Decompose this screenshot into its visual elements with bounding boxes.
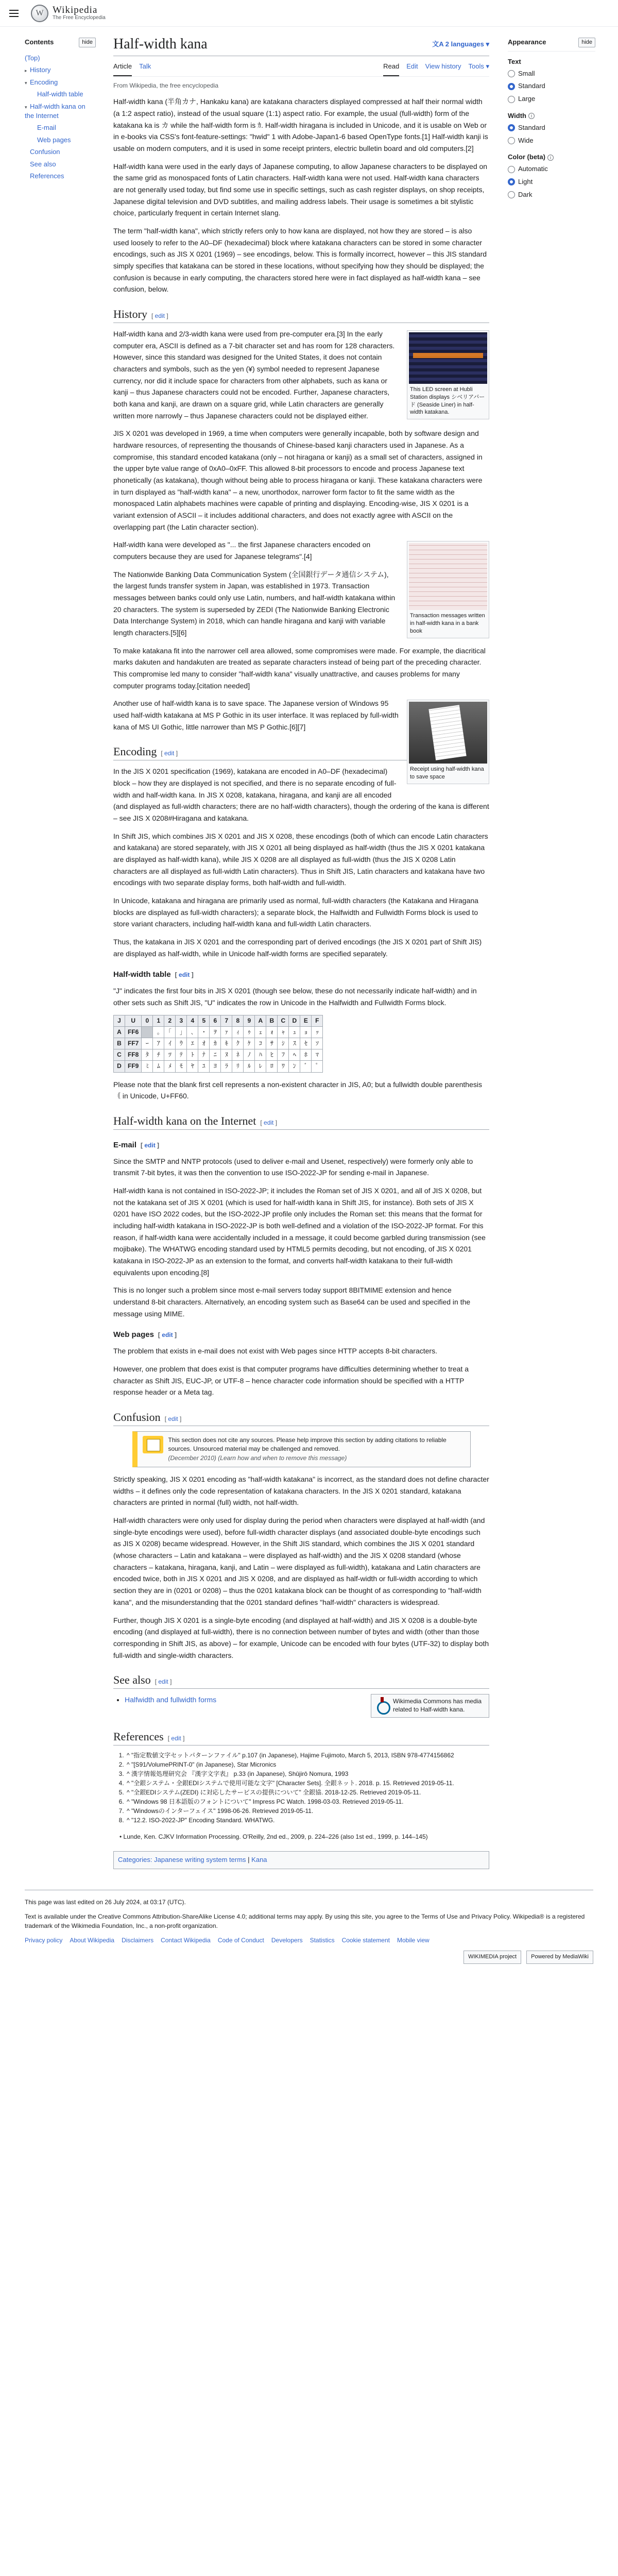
reference-list	[126, 1751, 489, 1825]
reference-item: 2. ^ "[S91/VolumePRINT-0" (in Japanese), Star Micronics	[126, 1760, 489, 1769]
table-cell: ﾌ	[278, 1049, 289, 1061]
footer-link-disclaimers[interactable]: Disclaimers	[122, 1936, 154, 1944]
further-reading-text: Lunde, Ken. CJKV Information Processing. O'Reilly, 2nd ed., 2009, p. 224–226 (also 1st ed., 1999, p. 144–145)	[123, 1833, 428, 1840]
table-cell: ﾘ	[232, 1061, 244, 1072]
table-cell: ｬ	[278, 1026, 289, 1038]
section-heading-internet	[113, 1113, 489, 1130]
page-tabs	[113, 59, 489, 77]
table-cell: ･	[198, 1026, 210, 1038]
figure-receipt	[407, 700, 489, 784]
footer-link-about[interactable]: About Wikipedia	[70, 1936, 115, 1944]
edit-label: edit	[154, 312, 165, 320]
intro-paragraph: Half-width kana were used in the early days of Japanese computing, to allow Japanese characters to be displayed on the same grid as monospaced fonts of Latin characters. Half-width kana were not used. Half-width kana characters are not generally used today, but find some use in specific settings, such as cash register displays, on shop receipts, Japanese digital television and DVD subtitles, and mailing address labels. Their usage is sometimes a bit stylistic choice, particularly frequent in certain Internet slang.	[113, 162, 488, 217]
chevron-down-icon[interactable]: ▾	[25, 80, 27, 86]
main-menu-icon[interactable]	[9, 6, 24, 21]
table-cell: ｺ	[255, 1038, 266, 1049]
edit-label: edit	[144, 1141, 156, 1149]
edit-label: edit	[158, 1678, 168, 1686]
toc-item-see-also[interactable]	[25, 158, 96, 171]
edit-section-link[interactable]: [ edit ]	[141, 1141, 160, 1149]
mediawiki-badge[interactable]: Powered by MediaWiki	[526, 1951, 593, 1964]
table-cell: ｵ	[198, 1038, 210, 1049]
toc-item-top[interactable]	[25, 52, 96, 64]
intro-paragraph: The term "half-width kana", which strictly refers only to how kana are displayed, not how they are stored – is also used loosely to refer to the A0–DF (hexadecimal) block where katakana characters can be stored in some character encodings, such as JIS X 0201 (1969) – see encodings, below. This is formally incorrect, however – this JIS standard simply specifies that katakana can be stored in these locations, without specifying how they should be displayed; the confusion is because in early computing, the characters stored here were in fact displayed as half-width kana – see confusion, below.	[113, 227, 487, 294]
table-cell: ﾂ	[164, 1049, 176, 1061]
table-cell: ﾎ	[300, 1049, 312, 1061]
category-link[interactable]: Japanese writing system terms	[154, 1855, 246, 1863]
col-header: 6	[210, 1015, 221, 1026]
toc-item-half-width-table[interactable]	[25, 88, 96, 100]
receipt-image[interactable]	[409, 702, 487, 764]
intro-paragraph: Half-width kana (半角カナ, Hankaku kana) are katakana characters displayed compressed at half their normal width (a 1:2 aspect ratio), instead of the usual square (1:1) aspect ratio. For example, the usual (full-width) form of the katakana ka is カ while the half-width form is ｶ. Half-width hiragana is included in Unicode, and it is usable on Web or in e-books via CSS's font-feature-settings: "hwid" 1 with Adobe-Japan1-6 based OpenType fonts.[1] Half-width kanji is usable on modern computers, and it is used in some receipt printers, electric bulletin board and old computers.[2]	[113, 97, 488, 153]
table-cell: ﾅ	[198, 1049, 210, 1061]
table-cell: ｪ	[255, 1026, 266, 1038]
toc-item-label: (Top)	[25, 54, 40, 62]
radio-button[interactable]	[508, 96, 515, 103]
info-icon[interactable]: i	[547, 155, 554, 161]
table-cell: ﾔ	[187, 1061, 198, 1072]
title-row	[113, 35, 489, 56]
wikipedia-tagline: The Free Encyclopedia	[53, 15, 106, 21]
table-cell: ﾉ	[244, 1049, 255, 1061]
section-heading-confusion	[113, 1410, 489, 1426]
license-text: Text is available under the Creative Commons Attribution-ShareAlike License 4.0; additional terms may apply. By using this site, you agree to the Terms of Use and Privacy Policy. Wikipedia® is a registered trademark of the Wikimedia Foundation, Inc., a non-profit organization.	[25, 1912, 585, 1929]
languages-label: 2 languages	[445, 40, 484, 48]
toc-item-email[interactable]	[25, 122, 96, 134]
section-title: History	[113, 308, 147, 321]
table-cell: ﾗ	[221, 1061, 232, 1072]
table-of-contents	[0, 27, 103, 1890]
figure-led-sign	[407, 330, 489, 419]
confusion-paragraph: Strictly speaking, JIS X 0201 encoding as "half-width katakana" is incorrect, as the standard does not define character widths – it defines only the code representation of katakana characters. In the JIS X 0201 standard, katakana characters are printed in normal (full) width, not half-width.	[113, 1475, 489, 1507]
footer-link-statistics[interactable]: Statistics	[310, 1936, 335, 1944]
section-heading-references	[113, 1729, 489, 1745]
toc-item-label: History	[30, 66, 51, 74]
table-cell: ｭ	[289, 1026, 300, 1038]
toc-item-label: Half-width kana on the Internet	[25, 102, 85, 120]
toc-item-label: Web pages	[37, 135, 71, 144]
commons-box	[371, 1694, 489, 1718]
article-content	[103, 27, 500, 1890]
table-cell: ﾆ	[210, 1049, 221, 1061]
section-title: Half-width kana on the Internet	[113, 1114, 256, 1127]
table-cell: ﾖ	[210, 1061, 221, 1072]
table-note: Please note that the blank first cell represents a non-existent character in JIS, A0; but a fullwidth double parenthesis ｟ in Unicode, U+FF60.	[113, 1080, 482, 1100]
figure-caption: Transaction messages written in half-width kana in a bank book	[410, 613, 485, 635]
edit-section-link[interactable]: [ edit ]	[158, 1331, 177, 1339]
reference-item: 5. ^ "全銀EDIシステム(ZEDI) に対応したサービスの提供について" 全銀協. 2018-12-25. Retrieved 2019-05-11.	[126, 1788, 489, 1797]
further-reading-item: • Lunde, Ken. CJKV Information Processing. O'Reilly, 2nd ed., 2009, p. 224–226 (also 1st ed., 1999, p. 144–145)	[119, 1833, 428, 1840]
option-label: Wide	[518, 136, 534, 144]
wikimedia-commons-icon	[375, 1697, 389, 1715]
col-header: B	[266, 1015, 278, 1026]
toc-item-label: Confusion	[30, 148, 60, 156]
history-paragraph: The Nationwide Banking Data Communication System (全国銀行データ通信システム), the largest funds transfer system in Japan, was established in 1973. Transaction messages between banks could only use Latin, numbers, and half-width katakana within 20 characters. The system is superseded by ZEDI (The Nationwide Banking Electronic Data Interchange System) in 2018, which can handle hiragana and kanji with variable length characters.[5][6]	[113, 570, 396, 637]
appearance-header	[508, 37, 595, 52]
table-cell: ﾚ	[255, 1061, 266, 1072]
section-heading-see-also	[113, 1672, 489, 1689]
toc-hide-button[interactable]: hide	[79, 38, 96, 48]
table-cell: ｴ	[187, 1038, 198, 1049]
section-title: E-mail	[113, 1140, 137, 1149]
page-title: Half-width kana	[113, 36, 208, 52]
table-row	[114, 1061, 323, 1072]
figure-caption: Receipt using half-width kana to save space	[410, 766, 484, 781]
table-cell: ﾁ	[153, 1049, 164, 1061]
edit-section-link[interactable]: [ edit ]	[167, 1734, 185, 1742]
text-option-small[interactable]	[508, 67, 595, 80]
notice-text: This section does not cite any sources. Please help improve this section by adding citations to reliable sources. Unsourced material may be challenged and removed.	[168, 1436, 447, 1453]
radio-button-selected[interactable]	[508, 83, 515, 90]
table-cell: ｼ	[278, 1038, 289, 1049]
footer-badges	[25, 1951, 593, 1964]
col-header: F	[312, 1015, 323, 1026]
encoding-paragraph: Thus, the katakana in JIS X 0201 and the corresponding part of derived encodings (the JIS X 0201 part of Shift JIS) are displayed as half-width, while in Unicode half-width forms are specified separately.	[113, 937, 482, 958]
footer-link-privacy[interactable]: Privacy policy	[25, 1936, 63, 1944]
table-cell: ﾐ	[142, 1061, 153, 1072]
table-row	[114, 1026, 323, 1038]
text-option-standard[interactable]	[508, 80, 595, 93]
text-label: Text	[508, 57, 521, 65]
row-header-j: D	[114, 1061, 125, 1072]
toc-item-label: E-mail	[37, 124, 56, 132]
toc-item-label: Encoding	[30, 78, 58, 86]
tab-article[interactable]: Article	[113, 59, 132, 76]
radio-button[interactable]	[508, 137, 515, 144]
table-cell: ｫ	[266, 1026, 278, 1038]
table-cell: ﾟ	[312, 1061, 323, 1072]
tab-read[interactable]: Read	[383, 59, 399, 76]
table-cell: ｢	[164, 1026, 176, 1038]
wikipedia-globe-icon: W	[31, 5, 48, 22]
toc-item-label: See also	[30, 160, 56, 168]
reference-item: 6. ^ "Windows 98 日本語版のフォントについて" Impress PC Watch. 1998-03-03. Retrieved 2019-05-11.	[126, 1797, 489, 1806]
tab-edit[interactable]: Edit	[406, 62, 418, 71]
section-heading-half-width-table	[113, 969, 489, 981]
edit-label: edit	[179, 971, 190, 979]
option-label: Dark	[518, 190, 533, 198]
row-header-j: B	[114, 1038, 125, 1049]
width-label	[508, 111, 595, 122]
table-cell: ｷ	[221, 1038, 232, 1049]
table-cell: ｡	[153, 1026, 164, 1038]
col-header: D	[289, 1015, 300, 1026]
question-book-icon	[143, 1436, 163, 1453]
web-paragraph: However, one problem that does exist is that computer programs have difficulties determining whether to treat a character as Shift JIS, EUC-JP, or UTF-8 – hence character code information should be specified with a HTTP response header or a Meta tag.	[113, 1365, 469, 1397]
page-footer	[25, 1890, 593, 1979]
toc-item-internet[interactable]	[25, 100, 96, 122]
tools-menu[interactable]: Tools ▾	[468, 62, 489, 71]
table-cell: ｹ	[244, 1038, 255, 1049]
footer-link-developers[interactable]: Developers	[271, 1936, 303, 1944]
table-cell: ﾃ	[176, 1049, 187, 1061]
text-option-large[interactable]	[508, 93, 595, 106]
color-label	[508, 152, 595, 163]
from-wikipedia-note: From Wikipedia, the free encyclopedia	[113, 82, 219, 90]
table-cell: ﾒ	[164, 1061, 176, 1072]
wikimedia-badge[interactable]: WIKIMEDIA project	[464, 1951, 521, 1964]
col-header: 5	[198, 1015, 210, 1026]
email-paragraph: Since the SMTP and NNTP protocols (used to deliver e-mail and Usenet, respectively) were formerly only able to transmit 7-bit bytes, it was then the convention to use ISO-2022-JP for sending e-mail in Japanese.	[113, 1157, 473, 1177]
col-header-j: J	[114, 1015, 125, 1026]
col-header: 9	[244, 1015, 255, 1026]
edit-label: edit	[162, 1331, 173, 1339]
table-body	[114, 1026, 323, 1072]
color-option-automatic[interactable]	[508, 163, 595, 176]
encoding-paragraph: In Shift JIS, which combines JIS X 0201 and JIS X 0208, these encodings (both of which can encode Latin characters and katakana) are stored separately, with JIS X 0201 all being displayed as half-width (thus the JIS X 0201 katakana are displayed as half-width kana), while JIS X 0208 are all displayed as full-width (thus the JIS X 0208 Latin characters are all displayed as full-width Latin characters). Thus in Shift JIS, Latin characters and katakana have two encodings with two separate display forms, both half-width and full-width.	[113, 832, 488, 887]
commons-text[interactable]: Wikimedia Commons has media related to Half-width kana.	[393, 1697, 482, 1714]
table-cell: ｽ	[289, 1038, 300, 1049]
reference-item: 7. ^ "Windowsのインターフェイス" 1998-06-26. Retrieved 2019-05-11.	[126, 1806, 489, 1816]
edit-section-link[interactable]: [ edit ]	[164, 1415, 182, 1423]
table-cell: ﾏ	[312, 1049, 323, 1061]
radio-button-selected[interactable]	[508, 178, 515, 185]
radio-button-selected[interactable]	[508, 124, 515, 131]
col-header: C	[278, 1015, 289, 1026]
edit-section-link[interactable]: [ edit ]	[260, 1118, 278, 1126]
email-paragraph: This is no longer such a problem since most e-mail servers today support 8BITMIME extension and hence understand 8-bit characters. Alternatively, an encoding system such as Base64 can be used and specified in the message using MIME.	[113, 1286, 471, 1318]
table-cell: ﾊ	[255, 1049, 266, 1061]
table-cell: ﾑ	[153, 1061, 164, 1072]
radio-button[interactable]	[508, 70, 515, 77]
edit-section-link[interactable]: [ edit ]	[175, 971, 194, 979]
table-cell: ｶ	[210, 1038, 221, 1049]
figure-caption: This LED screen at Hubli Station displays シベリアバード (Seaside Liner) in half-width katakana.	[410, 386, 485, 416]
see-also-link[interactable]: Halfwidth and fullwidth forms	[125, 1695, 217, 1704]
col-header: 1	[153, 1015, 164, 1026]
table-cell: ﾞ	[300, 1061, 312, 1072]
info-icon[interactable]: i	[528, 113, 535, 119]
radio-button[interactable]	[508, 191, 515, 198]
edit-label: edit	[168, 1415, 178, 1423]
section-heading-email	[113, 1139, 489, 1151]
color-option-dark[interactable]	[508, 189, 595, 201]
section-title: Half-width table	[113, 970, 171, 979]
radio-button[interactable]	[508, 166, 515, 173]
appearance-hide-button[interactable]: hide	[578, 38, 595, 48]
col-header: E	[300, 1015, 312, 1026]
table-cell: ｨ	[232, 1026, 244, 1038]
footer-link-contact[interactable]: Contact Wikipedia	[161, 1936, 211, 1944]
footer-link-code-of-conduct[interactable]: Code of Conduct	[217, 1936, 264, 1944]
edit-label: edit	[264, 1118, 274, 1126]
row-header-u: FF6	[125, 1026, 142, 1038]
table-cell: ﾋ	[266, 1049, 278, 1061]
web-paragraph: The problem that exists in e-mail does not exist with Web pages since HTTP accepts 8-bit characters.	[113, 1347, 437, 1355]
edit-section-link[interactable]: [ edit ]	[154, 1678, 172, 1686]
appearance-heading: Appearance	[508, 38, 546, 46]
table-cell	[142, 1026, 153, 1038]
appearance-panel	[500, 27, 603, 1890]
col-header: 8	[232, 1015, 244, 1026]
table-row	[114, 1038, 323, 1049]
table-cell: ﾇ	[221, 1049, 232, 1061]
toc-item-label: Half-width table	[37, 90, 83, 98]
table-cell: ､	[187, 1026, 198, 1038]
encoding-paragraph: In Unicode, katakana and hiragana are primarily used as normal, full-width characters (the Katakana and Hiragana blocks are displayed as full-width characters); a separate block, the Halfwidth and Fullwidth Forms block is used to store variant characters, including half-width kana and full-width Latin characters.	[113, 896, 478, 928]
category-links: Categories: Japanese writing system terms | Kana	[113, 1851, 489, 1869]
footer-link-mobile[interactable]: Mobile view	[397, 1936, 430, 1944]
col-header: 0	[142, 1015, 153, 1026]
translate-icon: 文A	[432, 40, 445, 48]
chevron-down-icon[interactable]: ▾	[25, 104, 27, 110]
reference-item: 4. ^ "全銀システム・全銀EDIシステムで使用可能な文字" [Character Sets]. 全銀ネット. 2018. p. 15. Retrieved 2019-05-11.	[126, 1778, 489, 1788]
color-label-text: Color (beta)	[508, 153, 545, 161]
option-label: Standard	[518, 123, 545, 131]
table-cell: ﾕ	[198, 1061, 210, 1072]
table-cell: ﾜ	[278, 1061, 289, 1072]
section-title: See also	[113, 1673, 151, 1687]
bank-book-image[interactable]	[409, 543, 487, 610]
table-cell: ｿ	[312, 1038, 323, 1049]
figure-bank-book	[407, 541, 489, 638]
footer-links	[25, 1936, 593, 1945]
text-size-label	[508, 57, 595, 67]
option-label: Automatic	[518, 165, 548, 173]
table-cell: ｱ	[153, 1038, 164, 1049]
table-cell: ｲ	[164, 1038, 176, 1049]
encoding-paragraph: In the JIS X 0201 specification (1969), katakana are encoded in A0–DF (hexadecimal) block – how they are displayed is not specified, and there is no separate encoding of full-width and half-width kana. In JIS X 0208, katakana, hiragana, and kanji are all encoded (and displayed as full-width characters; there are no half-width characters), though the ordering of the kana is different – see JIS X 0208#Hiragana and katakana.	[113, 767, 489, 822]
toc-item-confusion[interactable]	[25, 146, 96, 158]
table-cell: ﾓ	[176, 1061, 187, 1072]
history-paragraph: Half-width kana and 2/3-width kana were used from pre-computer era.[3] In the early computer era, ASCII is defined as a 7-bit character set and has room for 128 characters. However, since this standard was designed for the United States, it does not contain characters and symbols, such as the yen (¥) symbol needed to represent Japanese currency, nor did it include space for characters from other alphabets, such as kana or kanji – thus Japanese characters could not be encoded. Further, Japanese characters, both kana and kanji, are drawn on a square grid, while Latin characters are generally written more narrowly – thus Japanese characters could not be displayed either.	[113, 329, 395, 420]
table-cell: ｣	[176, 1026, 187, 1038]
half-width-table	[113, 1015, 323, 1073]
table-intro: "J" indicates the first four bits in JIS X 0201 (though see below, these do not necessarily indicate half-width) and in other sets such as Shift JIS, "U" indicates the row in Unicode in the Halfwidth and Fullwidth Forms block.	[113, 987, 477, 1007]
unsourced-notice	[132, 1431, 471, 1467]
toc-item-history[interactable]	[25, 64, 96, 76]
wikipedia-logo[interactable]	[31, 5, 106, 22]
history-paragraph: Another use of half-width kana is to save space. The Japanese version of Windows 95 used half-width katakana at MS P Gothic in its user interface. It was replaced by full-width kana of MS UI Gothic, little narrower than MS P Gothic.[6][7]	[113, 699, 399, 731]
section-title: References	[113, 1730, 164, 1743]
chevron-right-icon[interactable]: ▸	[25, 68, 27, 74]
table-cell: ｧ	[221, 1026, 232, 1038]
option-label: Light	[518, 177, 533, 185]
last-edited-text: This page was last edited on 26 July 2024, at 03:17 (UTC).	[25, 1898, 186, 1906]
col-header: 3	[176, 1015, 187, 1026]
tab-view-history[interactable]: View history	[425, 62, 461, 71]
option-label: Standard	[518, 82, 545, 90]
reference-item: 8. ^ "12.2. ISO-2022-JP" Encoding Standard. WHATWG.	[126, 1816, 489, 1825]
row-header-u: FF7	[125, 1038, 142, 1049]
col-header: 2	[164, 1015, 176, 1026]
toc-item-encoding[interactable]	[25, 76, 96, 89]
history-paragraph: JIS X 0201 was developed in 1969, a time when computers were generally incapable, both by software design and hardware resources, of representing the thousands of Chinese-based kanji characters used in Japanese. As a compromise, this standard encoded katakana (only – not hiragana or kanji) as a small set of characters, assigned in the upper byte value range of 0xA0–0xFF. This allowed 8-bit processors to encode and process Japanese text phonetically (as katakana), though without being able to process hiragana or kanji. These katakana characters were in turn displayed as "half-width kana" – a new, unorthodox, narrower form factor to fit the same width as the monospaced Latin alphabets machines were capable of printing and displaying. Encoding-wise, JIS X 0201 is a variant extension of ASCII – it includes additional characters, and does not exactly agree with ASCII on the overlapping part (the Latin character section).	[113, 429, 483, 531]
row-header-j: C	[114, 1049, 125, 1061]
table-cell: ｮ	[300, 1026, 312, 1038]
site-header	[0, 0, 618, 27]
reference-item: 1. ^ "指定数値文字セットパターンファイル" p.107 (in Japanese), Hajime Fujimoto, March 5, 2013, ISBN 978-4774156862	[126, 1751, 489, 1760]
toc-item-web-pages[interactable]	[25, 134, 96, 146]
table-cell: ｾ	[300, 1038, 312, 1049]
table-cell: ｰ	[142, 1038, 153, 1049]
categories-label[interactable]: Categories:	[118, 1855, 152, 1863]
table-cell: ｳ	[176, 1038, 187, 1049]
width-option-standard[interactable]	[508, 122, 595, 134]
toc-header	[25, 37, 96, 48]
edit-label: edit	[171, 1734, 181, 1742]
col-header-u: U	[125, 1015, 142, 1026]
option-label: Small	[518, 69, 535, 77]
reference-item: 3. ^ 漢字情報処理研究会 『漢字文字表』 p.33 (in Japanese), Shūjirō Nomura, 1993	[126, 1769, 489, 1778]
table-cell: ﾄ	[187, 1049, 198, 1061]
languages-button[interactable]: 文A 2 languages ▾	[432, 40, 489, 48]
footer-link-cookie[interactable]: Cookie statement	[341, 1936, 390, 1944]
toc-heading: Contents	[25, 38, 54, 46]
section-heading-history	[113, 307, 489, 323]
table-cell: ﾝ	[289, 1061, 300, 1072]
table-cell: ｸ	[232, 1038, 244, 1049]
confusion-paragraph: Further, though JIS X 0201 is a single-byte encoding (and displayed at half-width) and JIS X 0208 is a double-byte encoding (and displayed at full-width), there is no connection between number of bytes and width (other than those corresponding in Shift JIS, as above) – for example, Unicode can be encoded with four bytes (UTF-32) to display both full-width and single-width characters.	[113, 1616, 489, 1659]
table-cell: ﾛ	[266, 1061, 278, 1072]
table-cell: ﾈ	[232, 1049, 244, 1061]
toc-item-references[interactable]	[25, 170, 96, 182]
edit-label: edit	[164, 750, 175, 757]
edit-section-link[interactable]: [ edit ]	[151, 312, 168, 320]
color-option-light[interactable]	[508, 176, 595, 189]
toc-item-label: References	[30, 172, 64, 180]
section-title: Encoding	[113, 745, 157, 758]
table-cell: ｯ	[312, 1026, 323, 1038]
row-header-u: FF8	[125, 1049, 142, 1061]
wikipedia-wordmark: Wikipedia	[53, 5, 98, 15]
history-paragraph: Half-width kana were developed as "... the first Japanese characters encoded on computers because they are used for Japanese telegrams".[4]	[113, 540, 371, 561]
width-option-wide[interactable]	[508, 134, 595, 147]
width-label-text: Width	[508, 111, 526, 120]
category-link[interactable]: Kana	[251, 1855, 267, 1863]
col-header: 4	[187, 1015, 198, 1026]
tab-talk[interactable]: Talk	[139, 62, 151, 71]
tools-label: Tools	[468, 62, 484, 71]
history-paragraph: To make katakana fit into the narrower cell area allowed, some compromises were made. For example, the diacritical marks dakuten and handakuten are treated as separate characters instead of being part of the preceding character. This compromise led many to consider "half-width kana" visually unattractive, and causes problems for many computer programs today.[citation needed]	[113, 646, 486, 690]
confusion-paragraph: Half-width characters were only used for display during the period when characters were displayed at half-width (and single-byte encodings were used), before full-width character displays (and associated double-byte encodings such as JIS X 0208) became widespread. However, in the Shift JIS standard, which combines the JIS X 0201 standard (whose characters – Latin and katakana – were displayed as half-width) and the JIS X 0208 standard (whose characters – katakana, hiragana, kanji, and Latin – were displayed as full-width), katakana and Latin characters are encoded twice, both in JIS X 0201 and JIS X 0208, and are displayed as half-width or full-width according to which section they are in (0201 or 0208) – thus the 0201 katakana block can be thought of as corresponding to "half-width kana", and the misunderstanding that the 0201 standard defines "half-width" characters is widespread.	[113, 1516, 485, 1606]
table-cell: ﾀ	[142, 1049, 153, 1061]
col-header: 7	[221, 1015, 232, 1026]
table-cell: ﾍ	[289, 1049, 300, 1061]
section-title: Confusion	[113, 1411, 161, 1424]
table-cell: ｩ	[244, 1026, 255, 1038]
row-header-j: A	[114, 1026, 125, 1038]
col-header: A	[255, 1015, 266, 1026]
led-sign-image[interactable]	[409, 332, 487, 384]
table-cell: ｦ	[210, 1026, 221, 1038]
table-cell: ｻ	[266, 1038, 278, 1049]
table-row	[114, 1049, 323, 1061]
section-title: Web pages	[113, 1330, 154, 1340]
edit-section-link[interactable]: [ edit ]	[161, 750, 178, 757]
row-header-u: FF9	[125, 1061, 142, 1072]
email-paragraph: Half-width kana is not contained in ISO-2022-JP; it includes the Roman set of JIS X 0201, and all of JIS X 0208, but not the katakana set of JIS X 0201 (which is used for half-width kana in Shift JIS, for instance). Both sets of JIS X 0201 have ISO 2022 codes, but the ISO-2022-JP profile only includes the Roman set: this means that the format for including half-width katakana in ISO-2022-JP is both well-defined and a violation of the ISO-2022-JP format. For this reason, if half-width kana were accidentally included in a message, it could become garbled during transmission (see mojibake). The WHATWG encoding standard used by HTML5 permits decoding, but not encoding, of JIS X 0201 katakana in ISO-2022-JP as an extension to the format, and converts half-width katakana to their full-width equivalents upon encoding.[8]	[113, 1187, 486, 1277]
notice-date: (December 2010) (Learn how and when to remove this message)	[168, 1454, 347, 1462]
section-heading-web-pages	[113, 1329, 489, 1341]
option-label: Large	[518, 95, 536, 103]
table-cell: ﾙ	[244, 1061, 255, 1072]
table-header-row	[114, 1015, 323, 1026]
